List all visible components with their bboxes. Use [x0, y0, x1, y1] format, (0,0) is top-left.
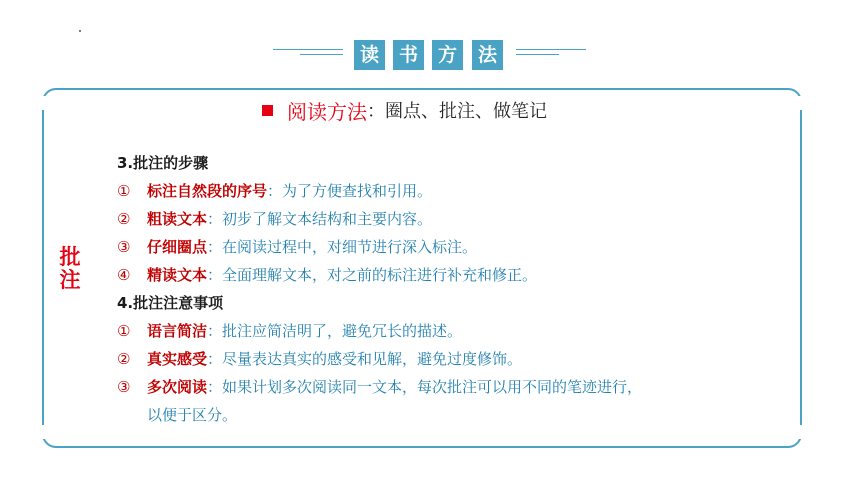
item-colon: ：	[207, 266, 223, 284]
list-item	[117, 373, 777, 401]
item-text: 如果计划多次阅读同一文本，每次批注可以用不同的笔迹进行，	[222, 378, 643, 396]
item-colon: ：	[207, 350, 223, 368]
side-title-char: 注	[59, 268, 81, 292]
header-tile: 法	[472, 40, 503, 70]
reading-method-label: 阅读方法	[287, 99, 367, 124]
decorative-dot	[79, 30, 81, 32]
item-text: 初步了解文本结构和主要内容。	[222, 210, 433, 228]
item-number: ①	[117, 322, 131, 340]
frame-notch	[36, 425, 50, 439]
item-key: 标注自然段的序号	[147, 182, 268, 200]
item-colon: ：	[207, 378, 223, 396]
item-number: ②	[117, 210, 131, 228]
item-number: ①	[117, 182, 131, 200]
list-item	[117, 233, 777, 261]
item-text: 在阅读过程中，对细节进行深入标注。	[222, 238, 478, 256]
header-line-left-top	[273, 49, 343, 50]
item-number: ③	[117, 378, 131, 396]
item-text: 全面理解文本，对之前的标注进行补充和修正。	[222, 266, 538, 284]
side-title	[58, 246, 82, 292]
frame-notch	[36, 96, 50, 110]
list-item	[117, 317, 777, 345]
list-item	[117, 345, 777, 373]
annotation-content	[117, 149, 777, 429]
header-line-left-bottom	[300, 54, 343, 55]
list-item	[117, 177, 777, 205]
item-text: 批注应简洁明了，避免冗长的描述。	[222, 322, 463, 340]
section-title: 3.批注的步骤	[117, 154, 209, 172]
item-number: ④	[117, 266, 131, 284]
reading-method-line	[262, 96, 547, 124]
item-colon: ：	[207, 322, 223, 340]
header-tile: 读	[354, 40, 385, 70]
list-item	[117, 261, 777, 289]
item-key: 多次阅读	[147, 378, 208, 396]
frame-notch	[795, 425, 809, 439]
section-header	[0, 40, 860, 72]
item-text: 为了方便查找和引用。	[282, 182, 433, 200]
item-colon: ：	[207, 238, 223, 256]
square-bullet-icon	[262, 105, 273, 116]
header-tile: 方	[432, 40, 463, 70]
item-key: 真实感受	[147, 350, 208, 368]
item-colon: ：	[267, 182, 283, 200]
item-text-continuation: 以便于区分。	[147, 406, 238, 424]
section-title: 4.批注注意事项	[117, 294, 224, 312]
list-item	[117, 205, 777, 233]
header-tile: 书	[393, 40, 424, 70]
item-number: ③	[117, 238, 131, 256]
side-title-char: 批	[59, 245, 81, 269]
item-number: ②	[117, 350, 131, 368]
item-key: 语言简洁	[147, 322, 208, 340]
item-text: 尽量表达真实的感受和见解，避免过度修饰。	[222, 350, 523, 368]
frame-notch	[795, 96, 809, 110]
item-key: 粗读文本	[147, 210, 208, 228]
header-line-right-bottom	[516, 54, 559, 55]
reading-method-list: 圈点、批注、做笔记	[385, 101, 547, 122]
header-line-right-top	[516, 49, 586, 50]
item-key: 仔细圈点	[147, 238, 208, 256]
reading-method-colon: ：	[367, 101, 385, 122]
item-colon: ：	[207, 210, 223, 228]
item-key: 精读文本	[147, 266, 208, 284]
